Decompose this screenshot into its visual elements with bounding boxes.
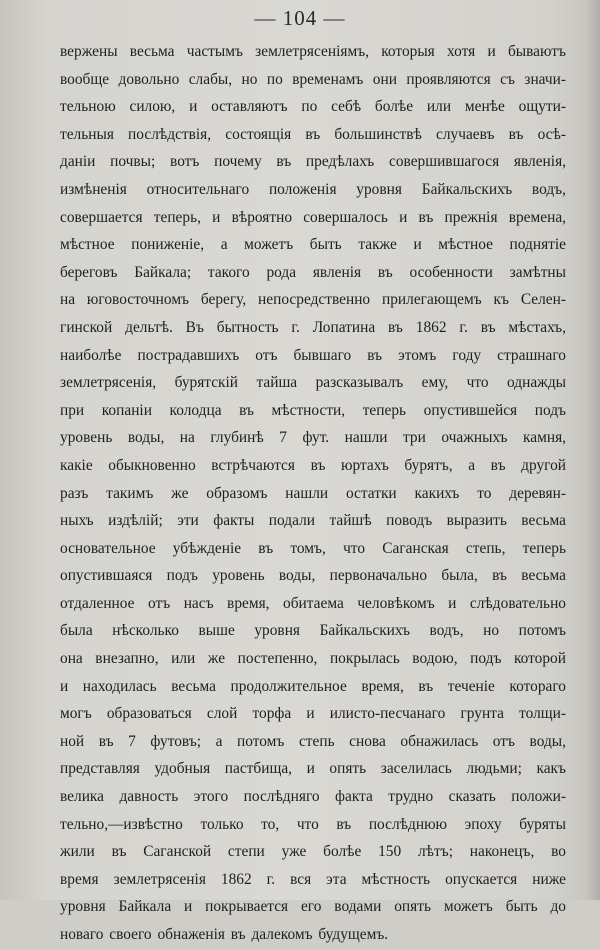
text-line: тельно,—извѣстно только то, что въ послѣднюю эпоху буряты	[60, 815, 566, 833]
text-line: при копаніи колодца въ мѣстности, теперь опустившейся подъ	[60, 401, 566, 419]
text-line: даніи почвы; вотъ почему въ предѣлахъ совершившагося явленія,	[60, 153, 566, 171]
text-line: и находилась весьма продолжительное время, въ теченіе котораго	[60, 677, 566, 695]
text-line: ной въ 7 футовъ; а потомъ степь снова обнажилась отъ воды,	[60, 732, 566, 750]
page-edge-shadow	[586, 0, 600, 900]
text-line: отдаленное отъ насъ время, обитаема человѣкомъ и слѣдовательно	[60, 594, 566, 612]
text-line: могъ образоваться слой торфа и илисто-песчанаго грунта толщи-	[60, 705, 566, 723]
text-line: новаго своего обнаженія въ далекомъ будущемъ.	[60, 926, 389, 943]
text-line: землетрясенія, бурятскій тайша разсказывалъ ему, что однажды	[60, 374, 566, 392]
text-line: тельныя послѣдствія, состоящія въ большинствѣ случаевъ въ осѣ-	[60, 125, 566, 143]
text-line: измѣненія относительнаго положенія уровня Байкальскихъ водъ,	[60, 180, 566, 198]
text-line: ныхъ издѣлій; эти факты подали тайшѣ поводъ выразить весьма	[60, 512, 566, 530]
text-line: на юговосточномъ берегу, непосредственно прилегающемъ къ Селен-	[60, 291, 566, 309]
text-line: время землетрясенія 1862 г. вся эта мѣстность опускается ниже	[60, 870, 566, 888]
text-line: уровень воды, на глубинѣ 7 фут. нашли три очажныхъ камня,	[60, 429, 566, 447]
text-line: она внезапно, или же постепенно, покрылась водою, подъ которой	[60, 650, 566, 668]
text-line: уровня Байкала и покрывается его водами опять можетъ быть до	[60, 898, 566, 916]
text-line: береговъ Байкала; такого рода явленія въ особенности замѣтны	[60, 263, 566, 281]
text-line: гинской дельтѣ. Въ бытность г. Лопатина въ 1862 г. въ мѣстахъ,	[60, 318, 566, 336]
text-line: вержены весьма частымъ землетрясеніямъ, которыя хотя и бываютъ	[60, 43, 566, 60]
text-line: велика давность этого послѣдняго факта трудно сказать положи-	[60, 788, 566, 806]
text-line: была нѣсколько выше уровня Байкальскихъ водъ, но потомъ	[60, 622, 566, 640]
text-line: совершается теперь, и вѣроятно совершалось и въ прежнія времена,	[60, 208, 566, 226]
text-line: опустившаяся подъ уровень воды, первоначально была, въ весьма	[60, 567, 566, 585]
text-line: тельною силою, и оставляютъ по себѣ болѣе или менѣе ощути-	[60, 98, 566, 116]
text-line: разъ такимъ же образомъ нашли остатки какихъ то деревян-	[60, 484, 566, 502]
body-text	[60, 38, 566, 949]
text-line: основательное убѣжденіе въ томъ, что Саганская степь, теперь	[60, 539, 566, 557]
text-line: вообще довольно слабы, но по временамъ они проявляются съ значи-	[60, 70, 566, 88]
page-number: — 104 —	[254, 6, 346, 30]
text-line: жили въ Саганской степи уже болѣе 150 лѣтъ; наконецъ, во	[60, 843, 566, 861]
text-line: наиболѣе пострадавшихъ отъ бывшаго въ этомъ году страшнаго	[60, 346, 566, 364]
text-line: мѣстное пониженіе, а можетъ быть также и мѣстное поднятіе	[60, 236, 566, 254]
text-line: какіе обыкновенно встрѣчаются въ юртахъ бурятъ, а въ другой	[60, 456, 566, 474]
text-line: представляя удобныя пастбища, и опять заселилась людьми; какъ	[60, 760, 566, 778]
